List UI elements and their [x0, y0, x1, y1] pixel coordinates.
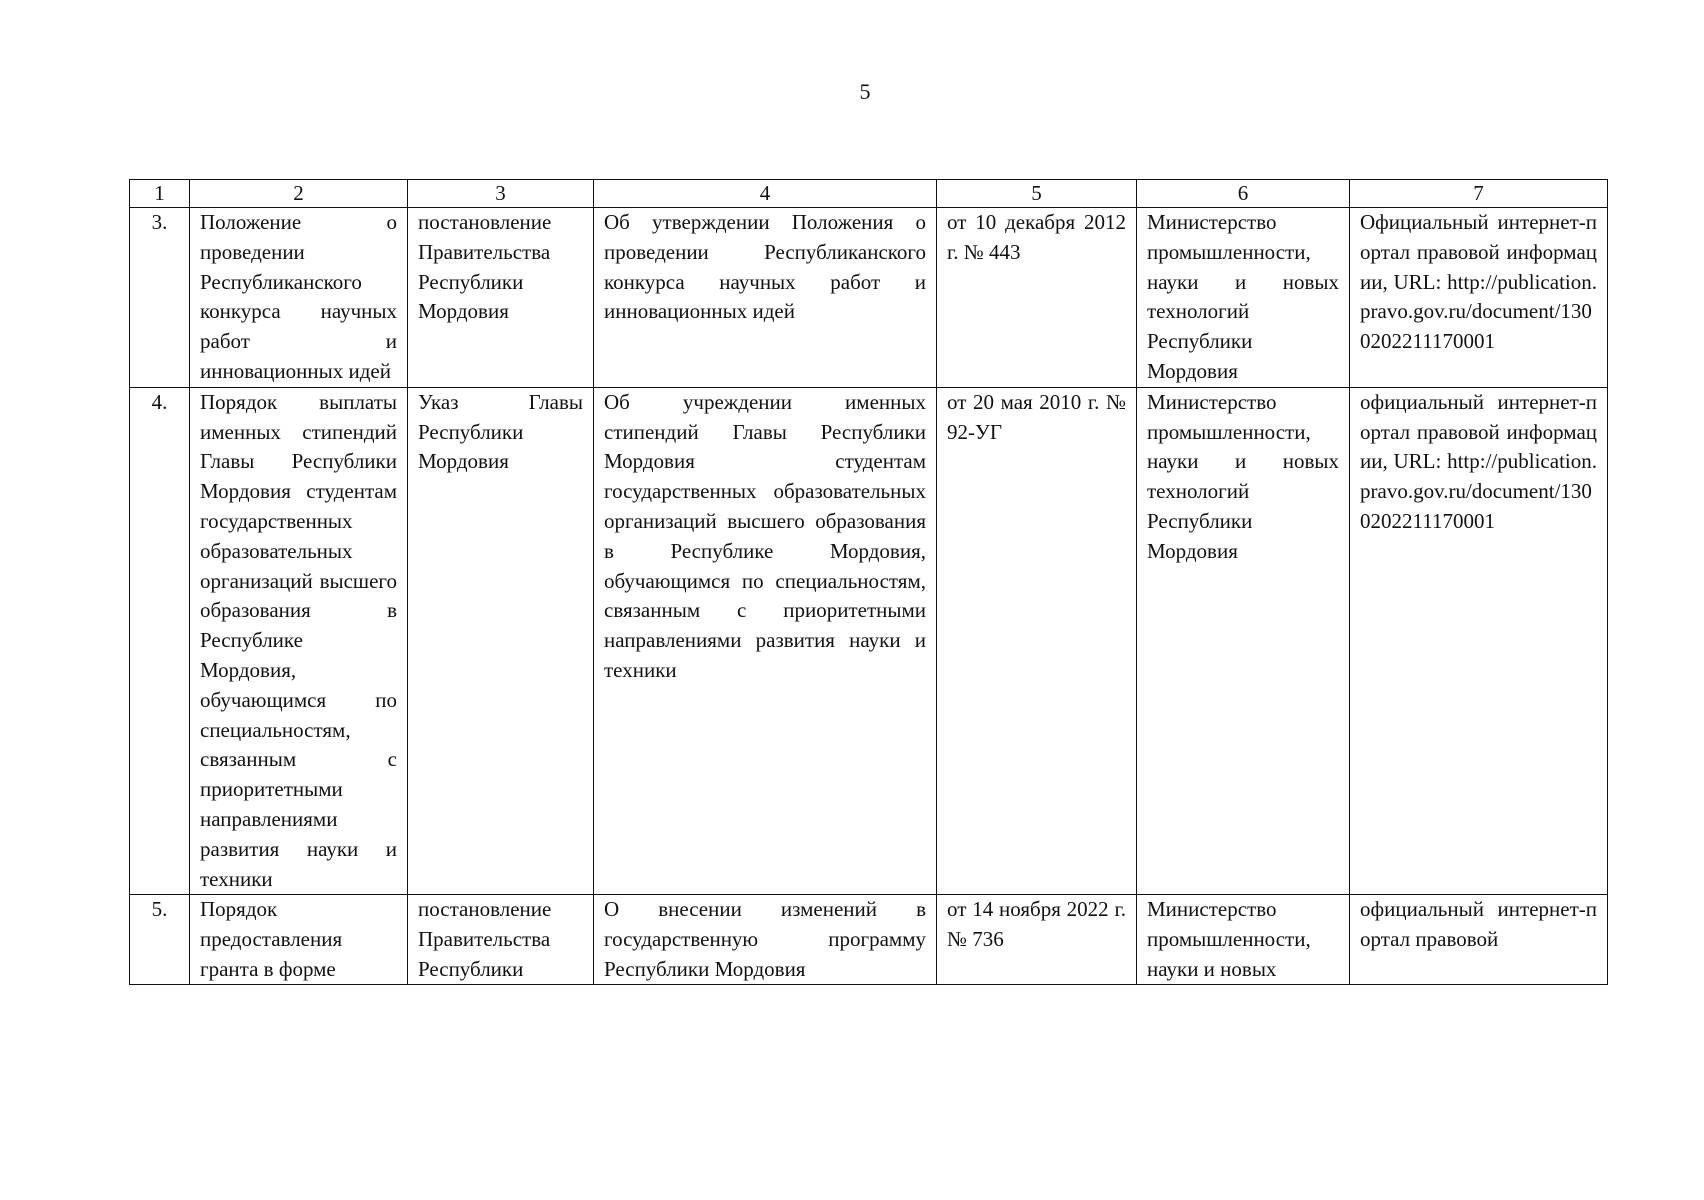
responsible-authority: Министерство промышленности, науки и новых технологий Республики Мордовия — [1137, 208, 1350, 388]
act-name — [594, 895, 937, 985]
act-type: Указ Главы Республики Мордовия — [408, 387, 594, 895]
document-title: Порядок выплаты именных стипендий Главы Республики Мордовия студентам государственных образовательных организаций высшего образования в Республике Мордовия, обучающимся по специальностям, связанным с приоритетными направлениями развития науки и техники — [190, 387, 408, 895]
document-title: Положение о проведении Республиканского конкурса научных работ и инновационных идей — [190, 208, 408, 388]
table-header-row — [130, 180, 1608, 208]
table-row — [130, 208, 1608, 388]
column-header: 3 — [408, 180, 594, 208]
responsible-authority — [1137, 895, 1350, 985]
cell-text: О внесении изменений в государственную программу Республики Мордовия — [604, 897, 926, 981]
publication-source — [1350, 895, 1608, 985]
column-header: 5 — [937, 180, 1137, 208]
responsible-authority: Министерство промышленности, науки и новых технологий Республики Мордовия — [1137, 387, 1350, 895]
act-date-number: от 10 декабря 2012 г. № 443 — [937, 208, 1137, 388]
act-date-number — [937, 895, 1137, 985]
cell-text: 5. — [151, 897, 168, 922]
table-row — [130, 895, 1608, 985]
act-name: Об утверждении Положения о проведении Республиканского конкурса научных работ и инновационных идей — [594, 208, 937, 388]
act-date-number: от 20 мая 2010 г. № 92-УГ — [937, 387, 1137, 895]
page-number: 5 — [859, 79, 871, 104]
row-number: 3. — [130, 208, 190, 388]
row-number — [130, 895, 190, 985]
act-type — [408, 895, 594, 985]
row-number: 4. — [130, 387, 190, 895]
cell-text: Министерство промышленности, науки и новых — [1147, 897, 1311, 981]
column-header: 6 — [1137, 180, 1350, 208]
publication-source: официальный интернет-портал правовой информации, URL: http://publication.pravo.gov.ru/document/1300202211170001 — [1350, 387, 1608, 895]
column-header: 7 — [1350, 180, 1608, 208]
cell-text: от 14 ноября 2022 г. № 736 — [947, 897, 1126, 952]
cell-text: Порядок предоставления гранта в форме — [200, 897, 343, 981]
column-header: 4 — [594, 180, 937, 208]
column-header: 2 — [190, 180, 408, 208]
cell-text: постановление Правительства Республики — [418, 897, 552, 981]
document-title — [190, 895, 408, 985]
table-row — [130, 387, 1608, 895]
act-type: постановление Правительства Республики Мордовия — [408, 208, 594, 388]
cell-text: официальный интернет-портал правовой — [1360, 897, 1597, 952]
publication-source: Официальный интернет-портал правовой информации, URL: http://publication.pravo.gov.ru/document/1300202211170001 — [1350, 208, 1608, 388]
column-header: 1 — [130, 180, 190, 208]
act-name: Об учреждении именных стипендий Главы Республики Мордовия студентам государственных образовательных организаций высшего образования в Республике Мордовия, обучающимся по специальностям, связанным с приоритетными направлениями развития науки и техники — [594, 387, 937, 895]
document-table — [129, 179, 1608, 985]
